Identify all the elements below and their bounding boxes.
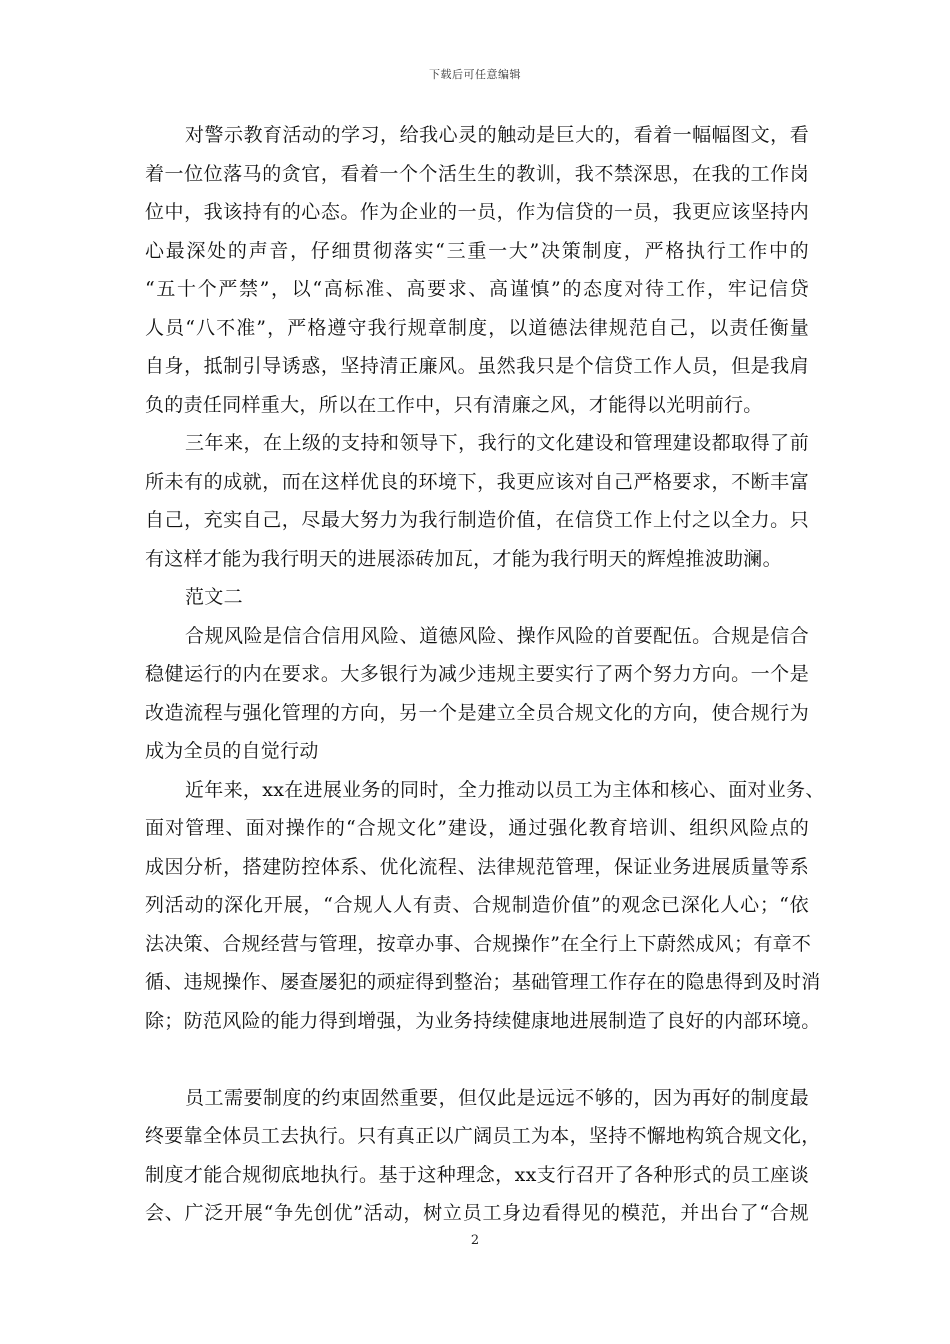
paragraph-line: 法决策、合规经营与管理，按章办事、合规操作”在全行上下蔚然成风；有章不 [145,932,812,955]
paragraph-line: 终要靠全体员工去执行。只有真正以广阔员工为本，坚持不懈地构筑合规文化， [145,1125,821,1147]
paragraph-line: 除；防范风险的能力得到增强，为业务持续健康地进展制造了良好的内部环境。 [145,1009,821,1032]
paragraph-line: 面对管理、面对操作的“合规文化”建设，通过强化教育培训、组织风险点的 [145,817,809,839]
paragraph-line: 着一位位落马的贪官，看着一个个活生生的教训，我不禁深思，在我的工作岗 [145,162,809,185]
section-heading: 范文二 [185,586,243,608]
paragraph-line: 有这样才能为我行明天的进展添砖加瓦，才能为我行明天的辉煌推波助澜。 [145,547,782,570]
paragraph-line: 负的责任同样重大，所以在工作中，只有清廉之风，才能得以光明前行。 [145,393,763,416]
paragraph-line: 所未有的成就，而在这样优良的环境下，我更应该对自己严格要求，不断丰富 [145,470,809,493]
paragraph-line: 人员“八不准”，严格遵守我行规章制度，以道德法律规范自己，以责任衡量 [145,316,809,339]
blank-line [145,1040,809,1079]
paragraph-line: 改造流程与强化管理的方向，另一个是建立全员合规文化的方向，使合规行为 [145,701,809,724]
paragraph-line: 成为全员的自觉行动 [145,740,319,762]
paragraph-line: “五十个严禁”，以“高标准、高要求、高谨慎”的态度对待工作，牢记信贷 [145,278,809,300]
paragraph-line: 成因分析，搭建防控体系、优化流程、法律规范管理，保证业务进展质量等系 [145,855,809,878]
paragraph-line: 三年来，在上级的支持和领导下，我行的文化建设和管理建设都取得了前 [185,432,809,454]
paragraph-line: 循、违规操作、屡查屡犯的顽症得到整治；基础管理工作存在的隐患得到及时消 [145,971,821,993]
document-body [145,116,825,1233]
paragraph-line: 合规风险是信合信用风险、道德风险、操作风险的首要配伍。合规是信合 [185,624,809,647]
page-number: 2 [470,1233,480,1248]
paragraph-line: 会、广泛开展“争先创优”活动，树立员工身边看得见的模范，并出台了“合规 [145,1202,809,1224]
paragraph-line: 员工需要制度的约束固然重要，但仅此是远远不够的，因为再好的制度最 [185,1086,809,1109]
paragraph-line: 稳健运行的内在要求。大多银行为减少违规主要实行了两个努力方向。一个是 [145,663,809,685]
paragraph-line: 制度才能合规彻底地执行。基于这种理念，xx支行召开了各种形式的员工座谈 [145,1163,809,1186]
paragraph-line: 对警示教育活动的学习，给我心灵的触动是巨大的，看着一幅幅图文，看 [185,124,809,146]
paragraph-line: 近年来，xx在进展业务的同时，全力推动以员工为主体和核心、面对业务、 [185,778,825,801]
paragraph-line: 自己，充实自己，尽最大努力为我行制造价值，在信贷工作上付之以全力。只 [145,509,809,531]
paragraph-line: 心最深处的声音，仔细贯彻落实“三重一大”决策制度，严格执行工作中的 [145,239,809,262]
paragraph-line: 自身，抵制引导诱惑，坚持清正廉风。虽然我只是个信贷工作人员，但是我肩 [145,355,809,377]
paragraph-line: 列活动的深化开展，“合规人人有责、合规制造价值”的观念已深化人心；“依 [145,894,809,916]
page-header: 下载后可任意编辑 [429,68,521,81]
paragraph-line: 位中，我该持有的心态。作为企业的一员，作为信贷的一员，我更应该坚持内 [145,201,809,223]
